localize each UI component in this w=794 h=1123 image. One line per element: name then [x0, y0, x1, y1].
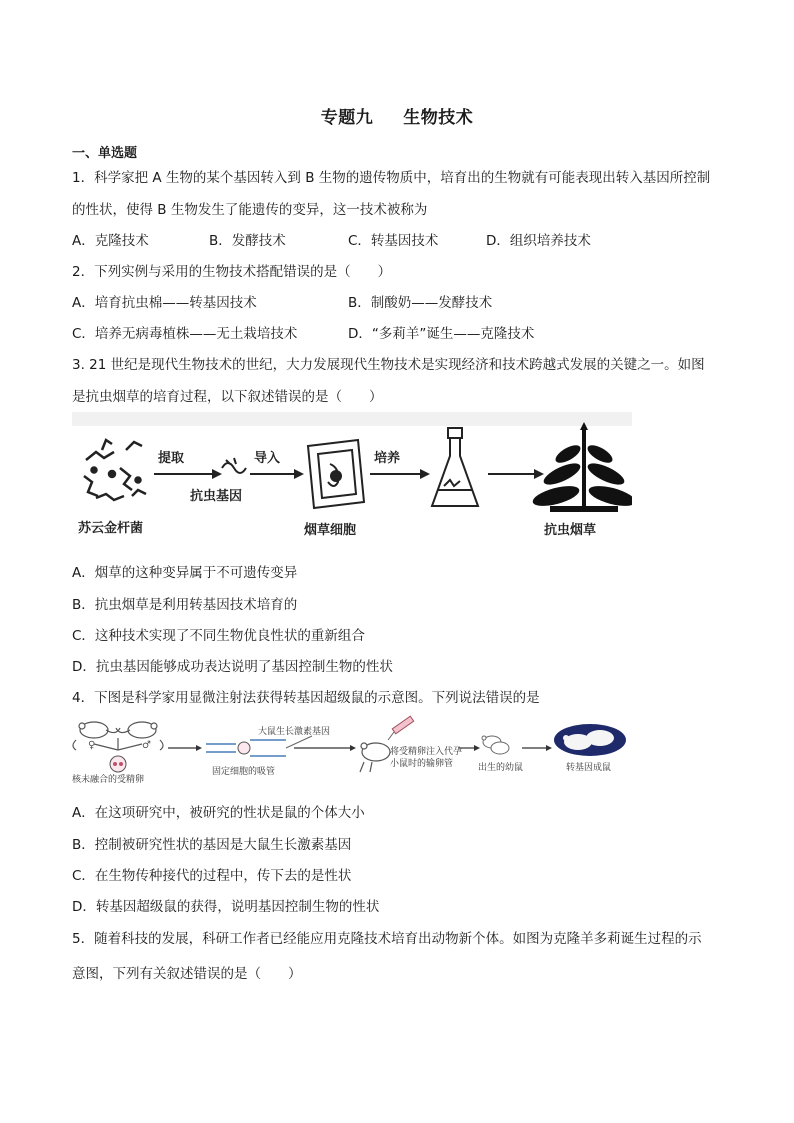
q3-option-c: C．这种技术实现了不同生物优良性状的重新组合 — [72, 628, 365, 644]
q5-stem-line2: 意图，下列有关叙述错误的是（ ） — [72, 966, 302, 982]
title-sub: 生物技术 — [403, 108, 474, 128]
label-bacteria: 苏云金杆菌 — [78, 521, 144, 536]
fertilized-egg-icon — [110, 756, 126, 772]
newborn-mice-icon — [482, 736, 509, 754]
label-import: 导入 — [254, 451, 281, 466]
q2-option-b: B．制酸奶——发酵技术 — [348, 295, 493, 311]
q3-option-a: A．烟草的这种变异属于不可遗传变异 — [72, 565, 298, 581]
bacteria-icon — [84, 440, 146, 500]
label-transgenic-adult: 转基因成鼠 — [566, 763, 612, 773]
label-newborn: 出生的幼鼠 — [478, 763, 524, 773]
label-inject-1: 将受精卵注入代孕 — [390, 747, 463, 757]
arrow-extract-head — [212, 469, 222, 479]
q1-option-b: B．发酵技术 — [209, 233, 286, 249]
q3-stem-line1: 3. 21 世纪是现代生物技术的世纪，大力发展现代生物技术是实现经济和技术跨越式发展的关键之一。如图 — [72, 357, 705, 373]
q4-option-d: D．转基因超级鼠的获得，说明基因控制生物的性状 — [72, 899, 380, 915]
q2-stem: 2．下列实例与采用的生物技术搭配错误的是（ ） — [72, 264, 392, 280]
q2-option-d: D．“多莉羊”诞生——克隆技术 — [348, 326, 535, 342]
q1-stem-line2: 的性状，使得 B 生物发生了能遗传的变异，这一技术被称为 — [72, 202, 428, 218]
page-title — [0, 103, 794, 128]
arrow-2 — [350, 745, 356, 751]
q4-option-a: A．在这项研究中，被研究的性状是鼠的个体大小 — [72, 805, 365, 821]
q2-option-a: A．培育抗虫棉——转基因技术 — [72, 295, 257, 311]
label-growth-gene: 大鼠生长激素基因 — [258, 727, 331, 737]
q4-option-c: C．在生物传种接代的过程中，传下去的是性状 — [72, 868, 352, 884]
label-inject-2: 小鼠时的输卵管 — [390, 759, 454, 769]
label-extract: 提取 — [158, 451, 185, 466]
q1-option-c: C．转基因技术 — [348, 233, 439, 249]
gene-icon — [222, 458, 246, 473]
q4-stem: 4．下图是科学家用显微注射法获得转基因超级鼠的示意图。下列说法错误的是 — [72, 690, 540, 706]
surrogate-mouse-icon — [360, 743, 390, 772]
q3-figure-tobacco-process — [72, 410, 632, 545]
symbol-female: ♀ — [88, 740, 96, 751]
label-tobacco-cell: 烟草细胞 — [304, 523, 357, 538]
tobacco-cell-icon — [308, 440, 364, 508]
arrow-import-head — [294, 469, 304, 479]
label-culture: 培养 — [374, 451, 401, 466]
arrow-1 — [196, 745, 202, 751]
label-fertilized-egg: 核未融合的受精卵 — [72, 775, 145, 785]
q4-figure-supermouse-process — [72, 710, 632, 786]
transgenic-mice-icon — [554, 724, 626, 756]
q5-stem-line1: 5．随着科技的发展，科研工作者已经能应用克隆技术培育出动物新个体。如图为克隆羊多莉诞生过程的示 — [72, 931, 702, 947]
q1-stem-line1: 1．科学家把 A 生物的某个基因转入到 B 生物的遗传物质中，培育出的生物就有可能表现出转入基因所控制 — [72, 170, 711, 186]
title-main: 专题九 — [320, 108, 374, 128]
label-tobacco-plant: 抗虫烟草 — [544, 523, 597, 538]
label-gene: 抗虫基因 — [190, 489, 243, 504]
label-holding-pipette: 固定细胞的吸管 — [212, 767, 276, 777]
q3-stem-line2: 是抗虫烟草的培育过程，以下叙述错误的是（ ） — [72, 389, 383, 405]
arrow-4 — [546, 745, 552, 751]
flask-icon — [432, 428, 478, 506]
arrow-grow-head — [534, 469, 544, 479]
arrow-3 — [474, 745, 480, 751]
symbol-male: ♂ — [142, 740, 151, 751]
arrow-culture-head — [420, 469, 430, 479]
tobacco-plant-icon — [531, 422, 632, 512]
q3-option-d: D．抗虫基因能够成功表达说明了基因控制生物的性状 — [72, 659, 393, 675]
q3-option-b: B．抗虫烟草是利用转基因技术培育的 — [72, 597, 298, 613]
section-heading: 一、单选题 — [72, 146, 138, 161]
q2-option-c: C．培养无病毒植株——无土栽培技术 — [72, 326, 298, 342]
syringe-icon — [388, 716, 414, 740]
figure-background-noise — [72, 412, 632, 426]
egg-in-pipette-icon — [238, 742, 250, 754]
q4-option-b: B．控制被研究性状的基因是大鼠生长激素基因 — [72, 837, 352, 853]
q1-option-a: A．克隆技术 — [72, 233, 149, 249]
q1-option-d: D．组织培养技术 — [486, 233, 591, 249]
